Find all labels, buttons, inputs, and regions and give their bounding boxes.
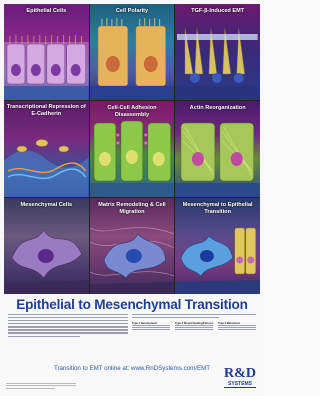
rnd-systems-logo bbox=[222, 364, 258, 390]
met-illustration bbox=[175, 198, 260, 294]
matrix-remodeling-illustration bbox=[90, 198, 175, 294]
panel-mesenchymal-cells bbox=[4, 198, 89, 294]
panel-title: Cell Polarity bbox=[115, 8, 149, 14]
panel-title: Transcriptional Repression of E-Cadherin bbox=[6, 104, 86, 117]
panel-title: Mesenchymal to Epithelial Transition bbox=[182, 202, 253, 215]
panel-mesenchymal-to-epithelial bbox=[175, 198, 260, 294]
panel-title: TGF-β-Induced EMT bbox=[191, 8, 245, 14]
transcriptional-repression-illustration bbox=[4, 101, 89, 197]
panel-cell-cell-adhesion-disassembly bbox=[90, 101, 175, 197]
body-text-right-column bbox=[132, 314, 256, 320]
epithelial-cells-illustration bbox=[4, 4, 89, 100]
panel-matrix-remodeling bbox=[90, 198, 175, 294]
body-text-left-column bbox=[8, 314, 128, 339]
svg-text:R&D: R&D bbox=[224, 366, 256, 381]
panel-title: Mesenchymal Cells bbox=[20, 202, 73, 208]
adhesion-disassembly-illustration bbox=[90, 101, 175, 197]
panel-title: Actin Reorganization bbox=[189, 105, 246, 111]
cell-polarity-illustration bbox=[90, 4, 175, 100]
panel-transcriptional-repression bbox=[4, 101, 89, 197]
online-link[interactable]: Transition to EMT online at: www.RnDSystems.com/EMT bbox=[53, 365, 211, 372]
panel-title: Cell-Cell Adhesion Disassembly bbox=[107, 105, 157, 118]
figure-type-1: Type 1 Development bbox=[132, 322, 158, 325]
panel-title: Epithelial Cells bbox=[26, 8, 67, 14]
panel-cell-polarity bbox=[90, 4, 175, 100]
panel-epithelial-cells bbox=[4, 4, 89, 100]
tgf-beta-illustration bbox=[175, 4, 260, 100]
figure-type-2: Type 2 Wound Healing/Fibrosis bbox=[175, 322, 214, 325]
emt-type-figures bbox=[132, 322, 256, 344]
illustration-grid bbox=[4, 4, 260, 294]
legal-fine-print bbox=[6, 383, 76, 390]
poster-title: Epithelial to Mesenchymal Transition bbox=[16, 297, 248, 312]
panel-tgf-beta-induced-emt bbox=[175, 4, 260, 100]
svg-text:SYSTEMS: SYSTEMS bbox=[228, 381, 252, 387]
body-text bbox=[8, 314, 256, 344]
panel-actin-reorganization bbox=[175, 101, 260, 197]
panel-title: Matrix Remodeling & Cell Migration bbox=[98, 202, 166, 215]
mesenchymal-cells-illustration bbox=[4, 198, 89, 294]
actin-reorganization-illustration bbox=[175, 101, 260, 197]
figure-type-3: Type 3 Metastasis bbox=[218, 322, 241, 325]
